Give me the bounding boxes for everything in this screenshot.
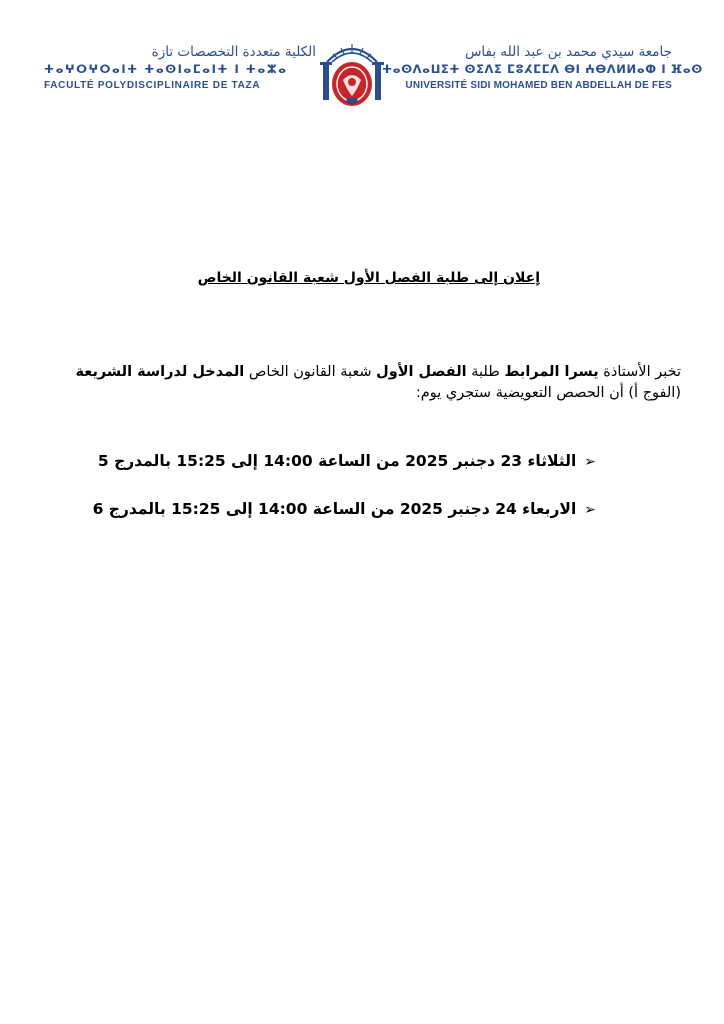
arrow-bullet-icon: ➢ [584, 502, 596, 518]
body-text-4: (الفوج أ) أن الحصص التعويضية ستجري يوم: [415, 385, 681, 401]
schedule-item [76, 496, 596, 522]
professor-name: يسرا المرابط [504, 364, 599, 380]
course-name: المدخل لدراسة الشريعة [75, 364, 245, 380]
body-text-1: تخبر الأستاذة [598, 364, 681, 380]
schedule-list [76, 448, 596, 544]
university-name-arabic: جامعة سيدي محمد بن عبد الله بفاس [464, 44, 672, 60]
university-emblem-icon [319, 40, 385, 110]
schedule-item [76, 448, 596, 474]
faculty-name-arabic: الكلية متعددة التخصصات تازة [151, 44, 316, 60]
letterhead [0, 0, 724, 110]
body-text-2: طلبة [466, 364, 505, 380]
university-block [382, 44, 703, 93]
schedule-text: الثلاثاء 23 دجنبر 2025 من الساعة 14:00 إلى 15:25 بالمدرج 5 [97, 452, 577, 470]
university-name-french: UNIVERSITÉ SIDI MOHAMED BEN ABDELLAH DE FES [405, 80, 672, 91]
semester-label: الفصل الأول [376, 364, 467, 380]
arrow-bullet-icon: ➢ [584, 454, 596, 470]
faculty-block [44, 44, 316, 93]
announcement-title: إعلان إلى طلبة الفصل الأول شعبة القانون الخاص [197, 270, 540, 286]
announcement-body [40, 362, 681, 404]
faculty-name-tifinagh: ⵜⴰⵖⵔⵖⵔⴰⵏⵜ ⵜⴰⵙⵏⴰⵎⴰⵏⵜ ⵏ ⵜⴰⵣⴰ [44, 62, 288, 76]
faculty-name-french: FACULTÉ POLYDISCIPLINAIRE DE TAZA [44, 80, 261, 91]
university-name-tifinagh: ⵜⴰⵙⴷⴰⵡⵉⵜ ⵙⵉⴷⵉ ⵎⵓⵃⵎⵎⴷ ⴱⵏ ⵄⴱⴷⵍⵍⴰⵀ ⵏ ⴼⴰⵙ [382, 62, 703, 76]
body-text-3: شعبة القانون الخاص [244, 364, 377, 380]
schedule-text: الاربعاء 24 دجنبر 2025 من الساعة 14:00 إلى 15:25 بالمدرج 6 [92, 500, 577, 518]
